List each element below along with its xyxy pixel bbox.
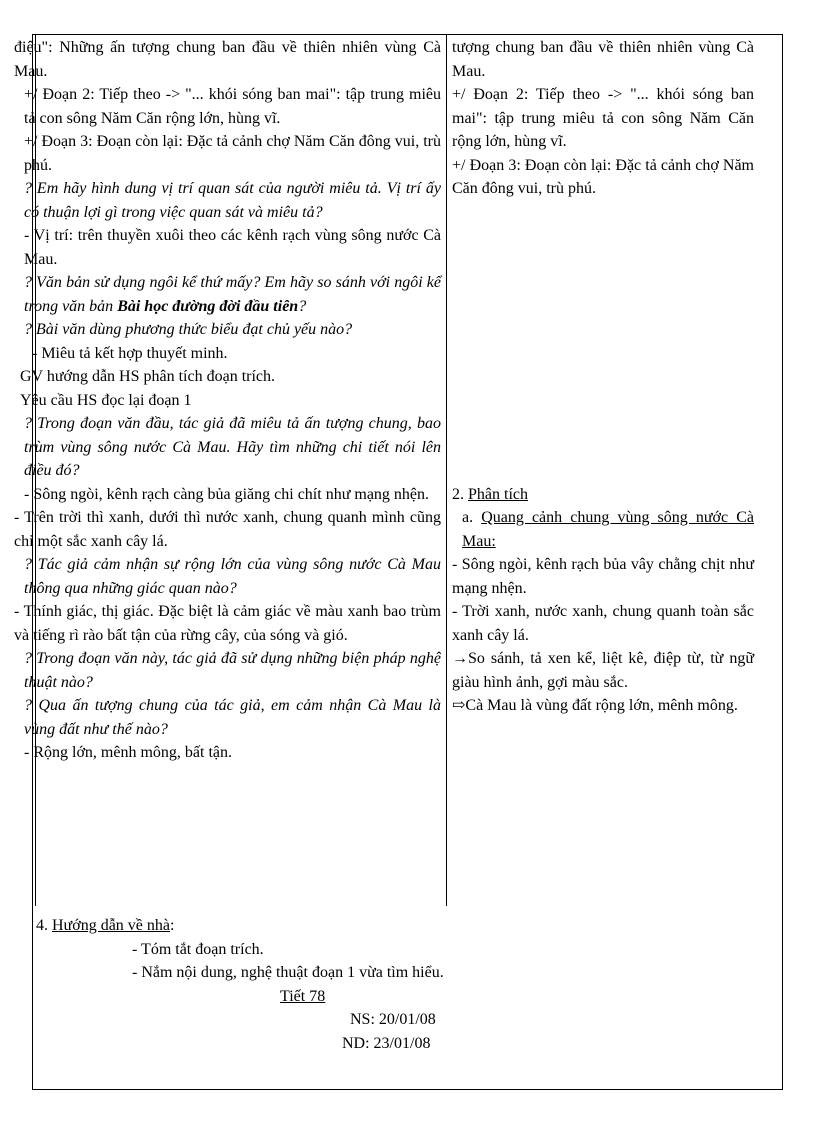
left-section-3: +/ Đoạn 3: Đoạn còn lại: Đặc tả cảnh chợ Năm Căn đông vui, trù phú. bbox=[24, 133, 441, 174]
column-divider bbox=[446, 34, 447, 906]
homework-heading bbox=[36, 914, 776, 938]
answer-position: - Vị trí: trên thuyền xuôi theo các kênh rạch vùng sông nước Cà Mau. bbox=[24, 227, 441, 268]
heading-overview-text: Quang cảnh chung vùng sông nước Cà Mau: bbox=[462, 509, 754, 550]
prep-date: NS: 20/01/08 bbox=[350, 1011, 436, 1028]
answer-method: - Miêu tả kết hợp thuyết minh. bbox=[32, 344, 228, 362]
heading-analysis bbox=[452, 483, 754, 507]
point-techniques: →So sánh, tả xen kể, liệt kê, điệp từ, từ ngữ giàu hình ảnh, gợi màu sắc. bbox=[452, 650, 754, 691]
question-narrator-text: ? Văn bản sử dụng ngôi kể thứ mấy? Em hãy so sánh với ngôi kể trong văn bản bbox=[24, 274, 441, 315]
question-narrator-end: ? bbox=[298, 297, 307, 315]
right-section-2: +/ Đoạn 2: Tiếp theo -> "... khói sóng ban mai": tập trung miêu tả con sông Năm Căn rộng lớn, hùng vĩ. bbox=[452, 86, 754, 150]
point-conclusion: ⇨Cà Mau là vùng đất rộng lớn, mênh mông. bbox=[452, 697, 738, 714]
answer-sky: - Trên trời thì xanh, dưới thì nước xanh, chung quanh mình cũng chỉ một sắc xanh cây lá. bbox=[14, 509, 441, 550]
question-impression: ? Trong đoạn văn đầu, tác giả đã miêu tả ấn tượng chung, bao trùm vùng sông nước Cà Mau. Hãy tìm những chi tiết nói lên điều đó? bbox=[24, 415, 441, 479]
question-senses: ? Tác giả cảm nhận sự rộng lớn của vùng sông nước Cà Mau thông qua những giác quan nào? bbox=[24, 556, 441, 597]
question-narrator bbox=[14, 271, 441, 318]
answer-camau: - Rộng lớn, mênh mông, bất tận. bbox=[24, 744, 232, 761]
heading-overview-letter: a. bbox=[462, 509, 482, 526]
right-line-1: tượng chung ban đầu về thiên nhiên vùng Cà Mau. bbox=[452, 39, 754, 80]
heading-analysis-text: Phân tích bbox=[468, 485, 528, 503]
question-method: ? Bài văn dùng phương thức biểu đạt chủ yếu nào? bbox=[24, 321, 353, 338]
homework-section bbox=[36, 914, 776, 1055]
answer-senses: - Thính giác, thị giác. Đặc biệt là cảm giác về màu xanh bao trùm và tiếng rì rào bất tận của rừng cây, của sóng và gió. bbox=[14, 603, 441, 644]
question-narrator-title: Bài học đường đời đầu tiên bbox=[117, 297, 299, 315]
heading-analysis-num: 2. bbox=[452, 485, 468, 503]
teach-date: ND: 23/01/08 bbox=[342, 1034, 431, 1052]
answer-rivers: - Sông ngòi, kênh rạch càng bủa giăng chi chít như mạng nhện. bbox=[24, 485, 430, 503]
left-column bbox=[14, 36, 441, 765]
lesson-number: Tiết 78 bbox=[280, 987, 326, 1005]
homework-colon: : bbox=[170, 917, 175, 934]
left-line-1: điệu": Những ấn tượng chung ban đầu về thiên nhiên vùng Cà Mau. bbox=[14, 39, 441, 80]
homework-task-1: - Tóm tắt đoạn trích. bbox=[132, 940, 264, 958]
homework-num: 4. bbox=[36, 917, 52, 934]
teacher-guide: GV hướng dẫn HS phân tích đoạn trích. bbox=[20, 368, 276, 385]
heading-overview bbox=[452, 506, 754, 553]
requirement: Yêu cầu HS đọc lại đoạn 1 bbox=[20, 391, 192, 409]
point-rivers: - Sông ngòi, kênh rạch bủa vây chằng chịt như mạng nhện. bbox=[452, 556, 754, 597]
question-camau: ? Qua ấn tượng chung của tác giả, em cảm nhận Cà Mau là vùng đất như thế nào? bbox=[24, 697, 441, 738]
homework-title: Hướng dẫn về nhà bbox=[52, 917, 170, 934]
question-techniques: ? Trong đoạn văn này, tác giả đã sử dụng những biện pháp nghệ thuật nào? bbox=[24, 650, 441, 691]
right-column bbox=[452, 36, 754, 718]
right-section-3: +/ Đoạn 3: Đoạn còn lại: Đặc tả cảnh chợ Năm Căn đông vui, trù phú. bbox=[452, 156, 754, 197]
left-section-2: +/ Đoạn 2: Tiếp theo -> "... khói sóng ban mai": tập trung miêu tả con sông Năm Căn rộng lớn, hùng vĩ. bbox=[24, 86, 441, 127]
question-observation: ? Em hãy hình dung vị trí quan sát của người miêu tả. Vị trí ấy có thuận lợi gì trong việc quan sát và miêu tả? bbox=[24, 180, 441, 221]
point-green: - Trời xanh, nước xanh, chung quanh toàn sắc xanh cây lá. bbox=[452, 603, 754, 644]
homework-task-2: - Nắm nội dung, nghệ thuật đoạn 1 vừa tìm hiểu. bbox=[132, 964, 444, 981]
